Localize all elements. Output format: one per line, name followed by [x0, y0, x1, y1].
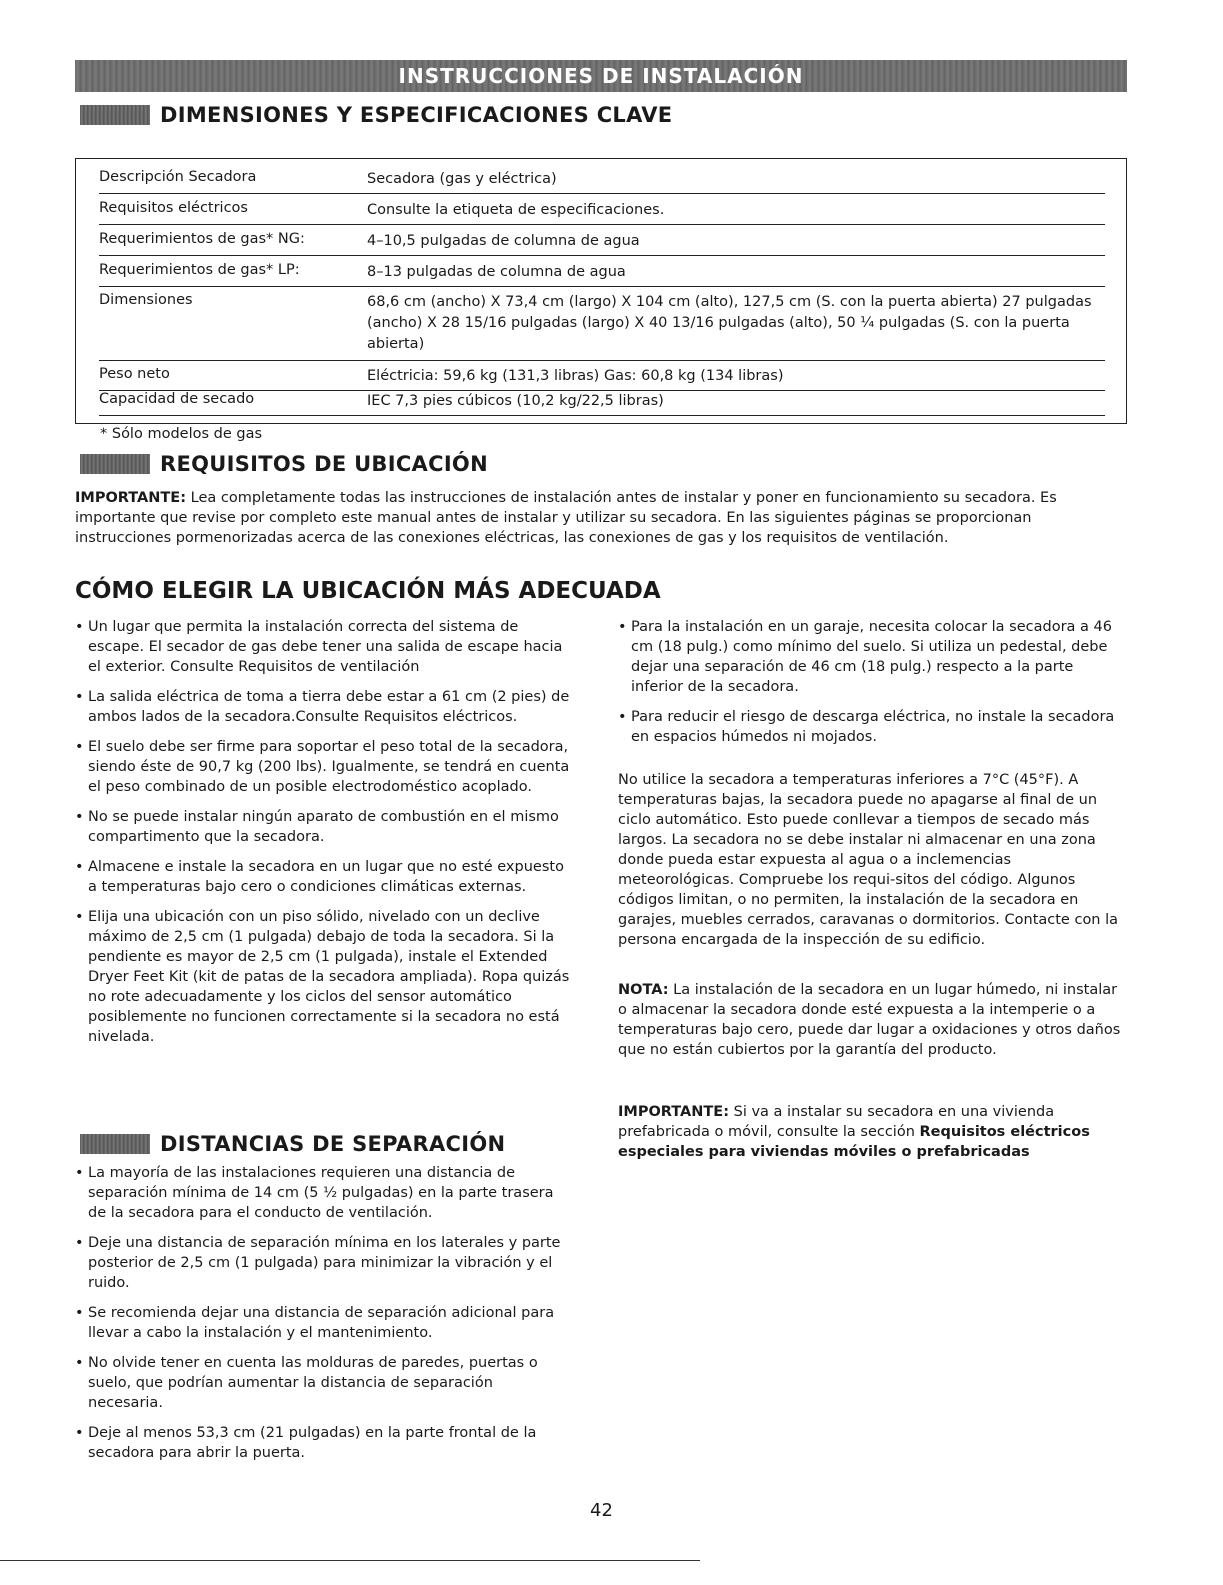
list-item: • Un lugar que permita la instalación correcta del sistema de escape. El secador de gas debe tener una salida de escape hacia el exterior. Consulte Requisitos de ventilación	[75, 617, 570, 677]
banner-title: INSTRUCCIONES DE INSTALACIÓN	[398, 64, 804, 88]
spec-value: 8–13 pulgadas de columna de agua	[367, 264, 626, 280]
list-item: • Para reducir el riesgo de descarga eléctrica, no instale la secadora en espacios húmedos ni mojados.	[618, 707, 1123, 747]
spec-key: Descripción Secadora	[99, 169, 257, 185]
heading-marker	[80, 454, 150, 474]
list-item: • La salida eléctrica de toma a tierra debe estar a 61 cm (2 pies) de ambos lados de la secadora.Consulte Requisitos eléctricos.	[75, 687, 570, 727]
heading-ubicacion	[80, 452, 488, 476]
spec-row	[99, 292, 1105, 361]
spec-key: Dimensiones	[99, 292, 193, 308]
bottom-rule	[0, 1560, 700, 1561]
importante-label: IMPORTANTE:	[75, 490, 187, 506]
nota-paragraph	[618, 980, 1123, 1060]
spec-value: Consulte la etiqueta de especificaciones.	[367, 202, 665, 218]
temperature-paragraph: No utilice la secadora a temperaturas inferiores a 7°C (45°F). A temperaturas bajas, la secadora puede no apagarse al final de un ciclo automático. Esto puede conllevar a tiempos de secado más largos. La secadora no se debe instalar ni almacenar en una zona donde pueda estar expuesta al agua o a inclemencias meteorológicas. Compruebe los requi-sitos del código. Algunos códigos limitan, o no permiten, la instalación de la secadora en garajes, muebles cerrados, caravanas o dormitorios. Contacte con la persona encargada de la inspección de su edificio.	[618, 772, 1119, 948]
nota-text: La instalación de la secadora en un lugar húmedo, ni instalar o almacenar la secadora donde esté expuesta a la intemperie o a temperaturas bajo cero, puede dar lugar a oxidaciones y otros daños que no están cubiertos por la garantía del producto.	[618, 982, 1121, 1058]
section-banner	[75, 60, 1127, 92]
heading-ubicacion-text: REQUISITOS DE UBICACIÓN	[160, 452, 488, 476]
spec-row	[99, 391, 1105, 416]
list-item: • Elija una ubicación con un piso sólido, nivelado con un declive máximo de 2,5 cm (1 pulgada) debajo de toda la secadora. Si la pendiente es mayor de 2,5 cm (1 pulgada), instale el Extended Dryer Feet Kit (kit de patas de la secadora ampliada). Ropa quizás no rote adecuadamente y los ciclos del sensor automático posiblemente no funcionen correctamente si la secadora no está nivelada.	[75, 907, 570, 1047]
heading-elegir-ubicacion: CÓMO ELEGIR LA UBICACIÓN MÁS ADECUADA	[75, 578, 661, 604]
list-item: • Deje al menos 53,3 cm (21 pulgadas) en la parte frontal de la secadora para abrir la puerta.	[75, 1423, 570, 1463]
importante-mobile-paragraph	[618, 1102, 1123, 1162]
heading-dimensiones	[80, 103, 672, 127]
list-item: • Deje una distancia de separación mínima en los laterales y parte posterior de 2,5 cm (1 pulgada) para minimizar la vibración y el ruido.	[75, 1233, 570, 1293]
spec-key: Capacidad de secado	[99, 391, 255, 407]
separation-bullet-list	[75, 1163, 570, 1473]
spec-key: Requerimientos de gas* NG:	[99, 231, 305, 247]
list-item: • La mayoría de las instalaciones requieren una distancia de separación mínima de 14 cm (5 ½ pulgadas) en la parte trasera de la secadora para el conducto de ventilación.	[75, 1163, 570, 1223]
heading-marker	[80, 105, 150, 125]
heading-distancias-text: DISTANCIAS DE SEPARACIÓN	[160, 1132, 506, 1156]
list-item: • No olvide tener en cuenta las molduras de paredes, puertas o suelo, que podrían aumentar la distancia de separación necesaria.	[75, 1353, 570, 1413]
heading-distancias	[80, 1132, 505, 1156]
spec-row	[99, 366, 1105, 391]
list-item: • El suelo debe ser firme para soportar el peso total de la secadora, siendo éste de 90,7 kg (200 lbs). Igualmente, se tendrá en cuenta el peso combinado de un posible electrodoméstico acoplado.	[75, 737, 570, 797]
spec-value: Eléctricia: 59,6 kg (131,3 libras) Gas: 60,8 kg (134 libras)	[367, 368, 784, 384]
spec-row	[99, 200, 1105, 225]
list-item: • Se recomienda dejar una distancia de separación adicional para llevar a cabo la instalación y el mantenimiento.	[75, 1303, 570, 1343]
spec-key: Peso neto	[99, 366, 170, 382]
spec-table	[75, 158, 1127, 424]
location-bullet-list	[75, 617, 570, 1057]
spec-row	[99, 262, 1105, 287]
list-item: • Almacene e instale la secadora en un lugar que no esté expuesto a temperaturas bajo cero o condiciones climáticas externas.	[75, 857, 570, 897]
nota-label: NOTA:	[618, 982, 669, 998]
spec-value: 4–10,5 pulgadas de columna de agua	[367, 233, 640, 249]
importante-mobile-label: IMPORTANTE:	[618, 1104, 730, 1120]
garage-bullet-list	[618, 617, 1123, 757]
spec-key: Requerimientos de gas* LP:	[99, 262, 300, 278]
importante-text: Lea completamente todas las instrucciones de instalación antes de instalar y poner en funcionamiento su secadora. Es importante que revise por completo este manual antes de instalar y utilizar su secadora. En las siguientes páginas se proporcionan instrucciones pormenorizadas acerca de las conexiones eléctricas, las conexiones de gas y los requisitos de ventilación.	[75, 490, 1057, 546]
spec-value: 68,6 cm (ancho) X 73,4 cm (largo) X 104 cm (alto), 127,5 cm (S. con la puerta abierta) 27 pulgadas (ancho) X 28 15/16 pulgadas (largo) X 40 13/16 pulgadas (alto), 50 ¼ pulgadas (S. con la puerta abierta)	[367, 294, 1092, 352]
heading-marker	[80, 1134, 150, 1154]
list-item: • No se puede instalar ningún aparato de combustión en el mismo compartimento que la secadora.	[75, 807, 570, 847]
importante-mobile-reference: Requisitos eléctricos especiales para viviendas móviles o prefabricadas	[618, 1124, 1090, 1160]
footnote: * Sólo modelos de gas	[100, 426, 263, 442]
spec-key: Requisitos eléctricos	[99, 200, 248, 216]
spec-row	[99, 169, 1105, 194]
heading-dimensiones-text: DIMENSIONES Y ESPECIFICACIONES CLAVE	[160, 103, 673, 127]
spec-value: IEC 7,3 pies cúbicos (10,2 kg/22,5 libras)	[367, 393, 664, 409]
spec-value: Secadora (gas y eléctrica)	[367, 171, 557, 187]
spec-row	[99, 231, 1105, 256]
importante-paragraph	[75, 488, 1125, 548]
list-item: • Para la instalación en un garaje, necesita colocar la secadora a 46 cm (18 pulg.) como mínimo del suelo. Si utiliza un pedestal, debe dejar una separación de 46 cm (18 pulg.) respecto a la parte inferior de la secadora.	[618, 617, 1123, 697]
importante-mobile-text: Si va a instalar su secadora en una vivienda prefabricada o móvil, consulte la sección	[618, 1104, 1055, 1140]
page-number: 42	[590, 1500, 613, 1521]
